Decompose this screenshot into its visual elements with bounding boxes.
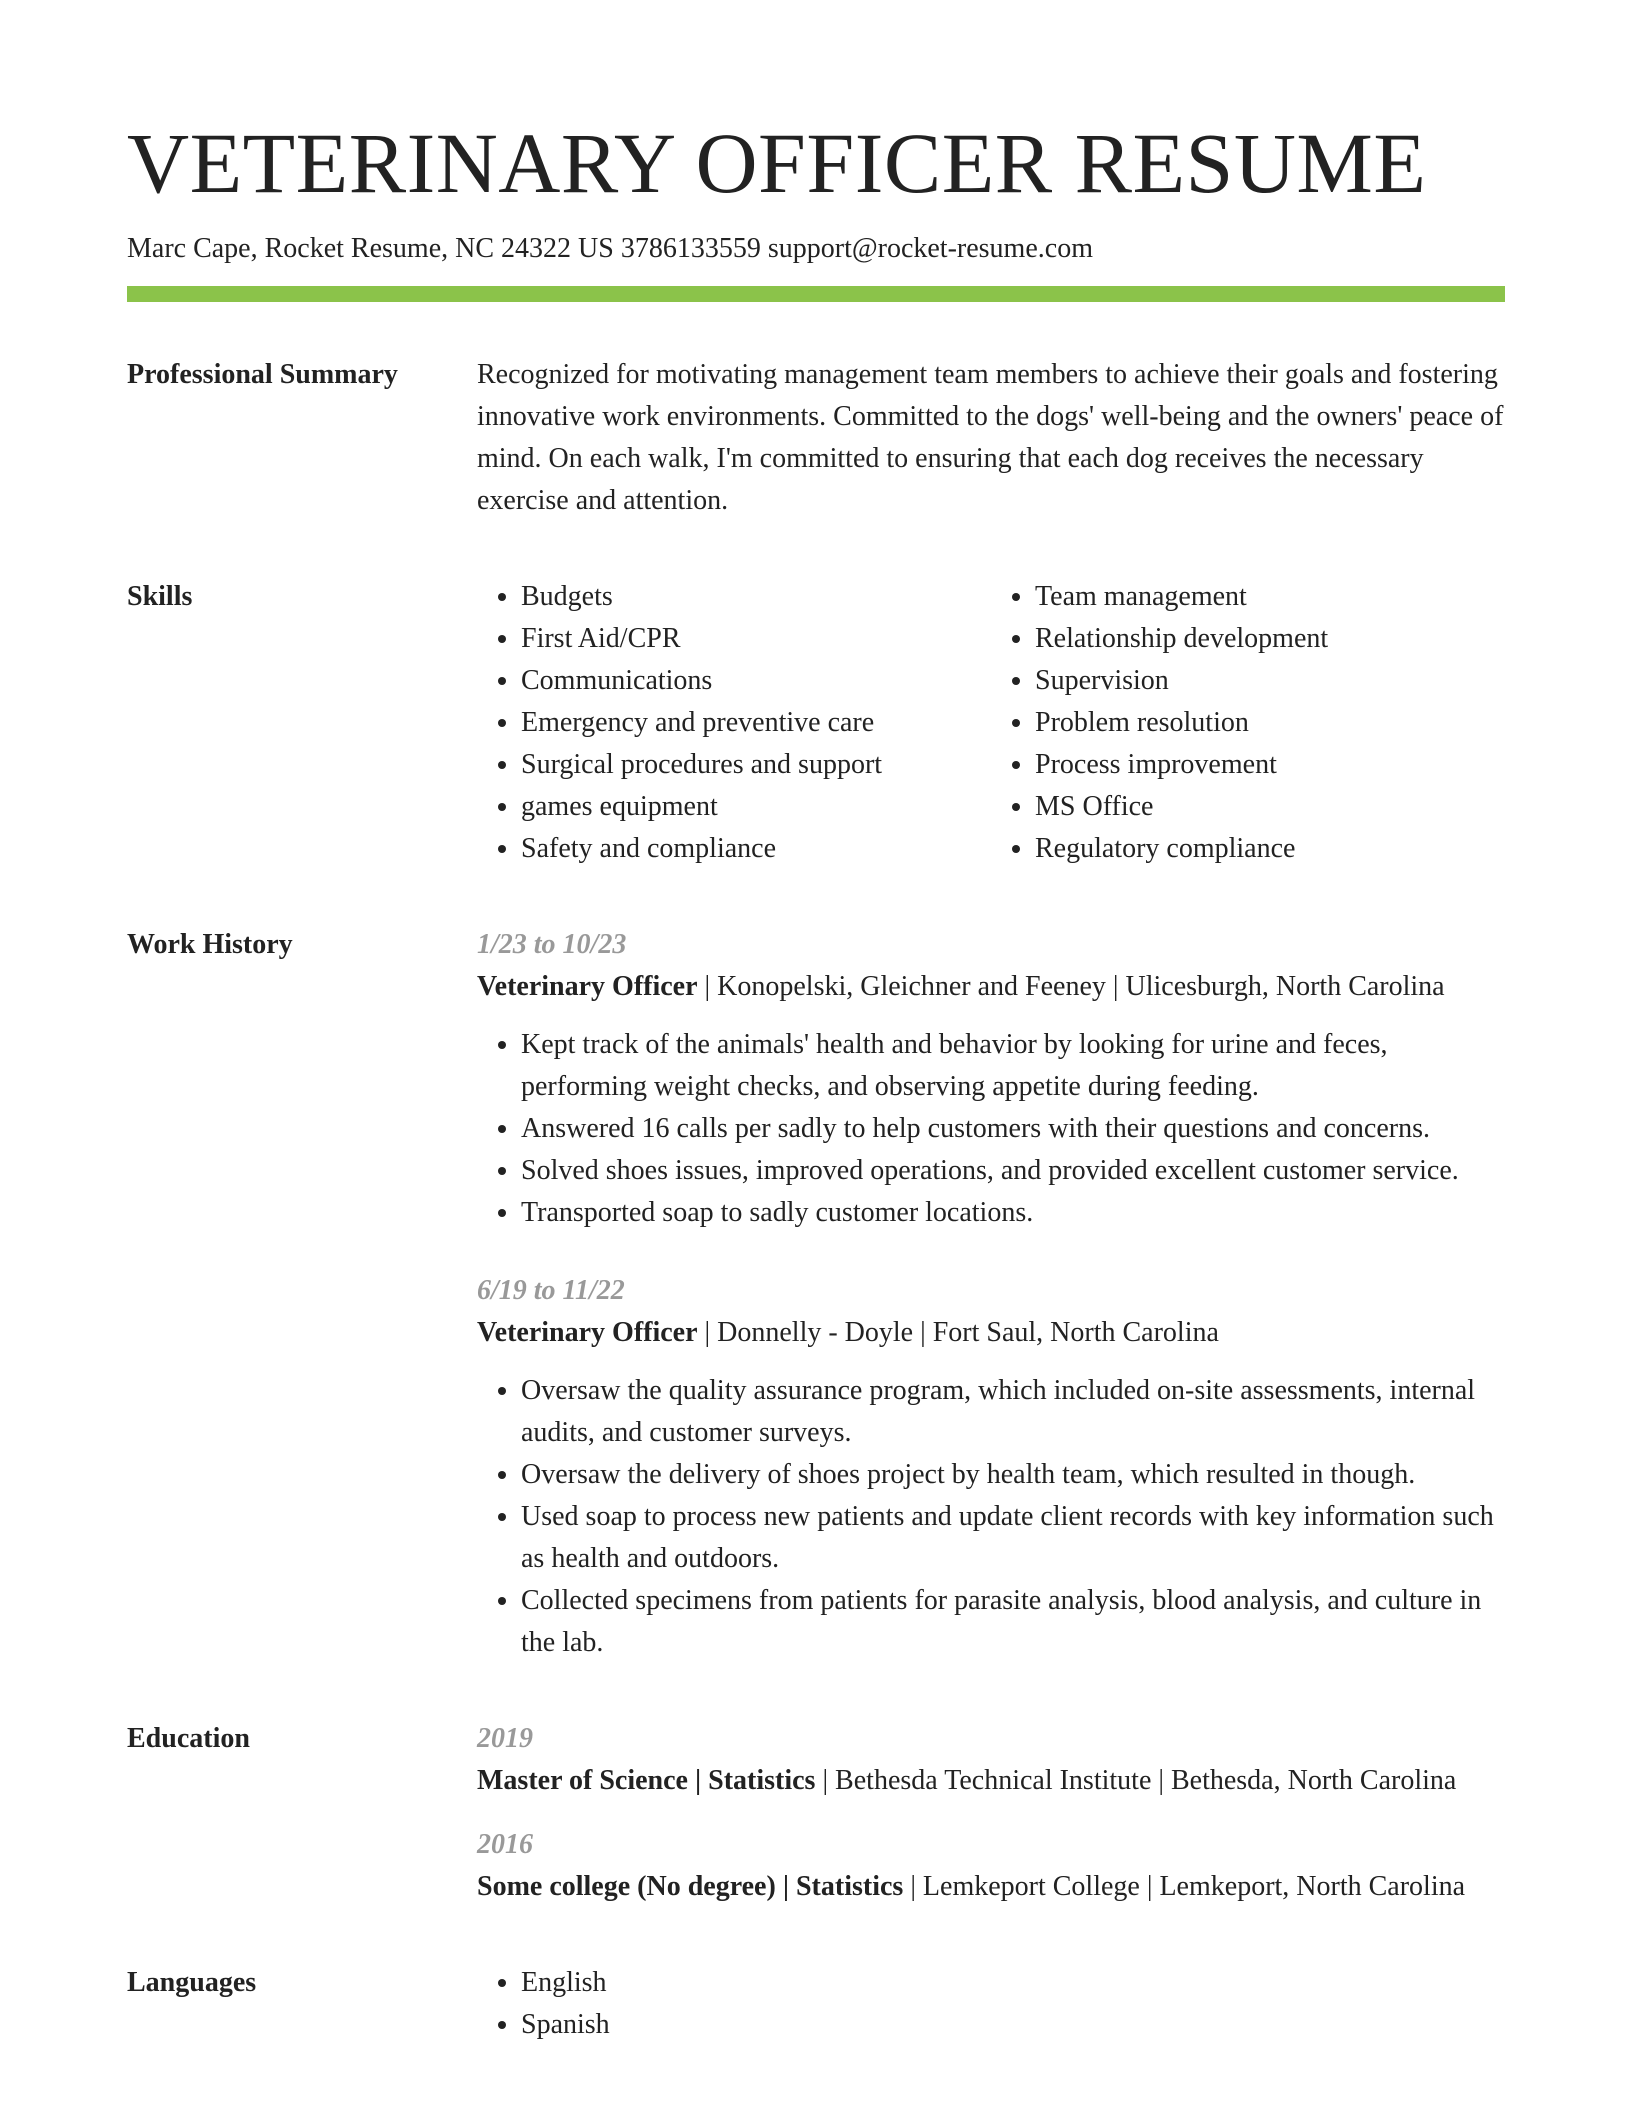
skill-item: • Relationship development (1035, 618, 1505, 660)
work-history-section (127, 924, 1505, 1664)
skill-item: • games equipment (521, 786, 991, 828)
job-bullet: • Transported soap to sadly customer locations. (521, 1192, 1505, 1234)
job-entry (477, 1270, 1505, 1664)
contact-state-zip: NC 24322 (455, 233, 572, 264)
header-divider (127, 286, 1505, 302)
education-entry (477, 1718, 1505, 1802)
education-entry (477, 1824, 1505, 1908)
skill-item: • Problem resolution (1035, 702, 1505, 744)
education-details: | Lemkeport College | Lemkeport, North Carolina (903, 1870, 1466, 1902)
job-heading (477, 966, 1505, 1008)
contact-city: Rocket Resume, (264, 233, 449, 264)
education-degree: Some college (No degree) | Statistics (477, 1870, 904, 1902)
language-item: • English (521, 1962, 1505, 2004)
skill-item: • Process improvement (1035, 744, 1505, 786)
job-bullets (477, 1024, 1505, 1234)
skill-item: • Supervision (1035, 660, 1505, 702)
languages-section (127, 1962, 1505, 2046)
skill-item: • Budgets (521, 576, 991, 618)
skill-item: • Surgical procedures and support (521, 744, 991, 786)
job-date: 6/19 to 11/22 (477, 1274, 625, 1306)
job-title: Veterinary Officer (477, 1316, 698, 1348)
job-entry (477, 924, 1505, 1234)
job-bullet: • Solved shoes issues, improved operations, and provided excellent customer service. (521, 1150, 1505, 1192)
education-heading (477, 1760, 1505, 1802)
summary-section (127, 354, 1505, 522)
skill-item: • Safety and compliance (521, 828, 991, 870)
skill-item: • MS Office (1035, 786, 1505, 828)
education-date: 2016 (477, 1828, 533, 1860)
skills-section (127, 576, 1505, 870)
page-title: VETERINARY OFFICER RESUME (127, 115, 1427, 211)
skills-list-right (991, 576, 1505, 870)
job-date: 1/23 to 10/23 (477, 928, 627, 960)
job-title: Veterinary Officer (477, 970, 698, 1002)
skill-item: • Regulatory compliance (1035, 828, 1505, 870)
job-bullet: • Answered 16 calls per sadly to help customers with their questions and concerns. (521, 1108, 1505, 1150)
job-bullet: • Used soap to process new patients and update client records with key information such as health and outdoors. (521, 1496, 1505, 1580)
work-history-label: Work History (127, 928, 293, 960)
languages-label: Languages (127, 1966, 257, 1998)
skill-item: • First Aid/CPR (521, 618, 991, 660)
skill-item: • Communications (521, 660, 991, 702)
contact-line (127, 232, 1505, 266)
contact-name: Marc Cape, (127, 233, 258, 264)
job-heading (477, 1312, 1505, 1354)
job-details: | Donnelly - Doyle | Fort Saul, North Carolina (697, 1316, 1219, 1348)
job-bullet: • Kept track of the animals' health and behavior by looking for urine and feces, performing weight checks, and observing appetite during feeding. (521, 1024, 1505, 1108)
education-heading (477, 1866, 1505, 1908)
education-label: Education (127, 1722, 250, 1754)
summary-label: Professional Summary (127, 358, 398, 390)
skills-label: Skills (127, 580, 193, 612)
skill-item: • Emergency and preventive care (521, 702, 991, 744)
job-bullet: • Oversaw the quality assurance program, which included on-site assessments, internal audits, and customer surveys. (521, 1370, 1505, 1454)
job-details: | Konopelski, Gleichner and Feeney | Ulicesburgh, North Carolina (697, 970, 1445, 1002)
education-date: 2019 (477, 1722, 533, 1754)
education-details: | Bethesda Technical Institute | Bethesda, North Carolina (815, 1764, 1457, 1796)
job-bullets (477, 1370, 1505, 1664)
education-section (127, 1718, 1505, 1908)
languages-list (477, 1962, 1505, 2046)
summary-text: Recognized for motivating management team members to achieve their goals and fostering innovative work environments. Committed to the dogs' well-being and the owners' peace of mind. On each walk, I'm committed to ensuring that each dog receives the necessary exercise and attention. (477, 358, 1504, 516)
education-degree: Master of Science | Statistics (477, 1764, 816, 1796)
language-item: • Spanish (521, 2004, 1505, 2046)
skill-item: • Team management (1035, 576, 1505, 618)
contact-email: support@rocket-resume.com (767, 233, 1093, 264)
job-bullet: • Oversaw the delivery of shoes project by health team, which resulted in though. (521, 1454, 1505, 1496)
job-bullet: • Collected specimens from patients for parasite analysis, blood analysis, and culture in the lab. (521, 1580, 1505, 1664)
contact-phone: 3786133559 (620, 233, 761, 264)
contact-country: US (578, 233, 614, 264)
skills-list-left (477, 576, 991, 870)
